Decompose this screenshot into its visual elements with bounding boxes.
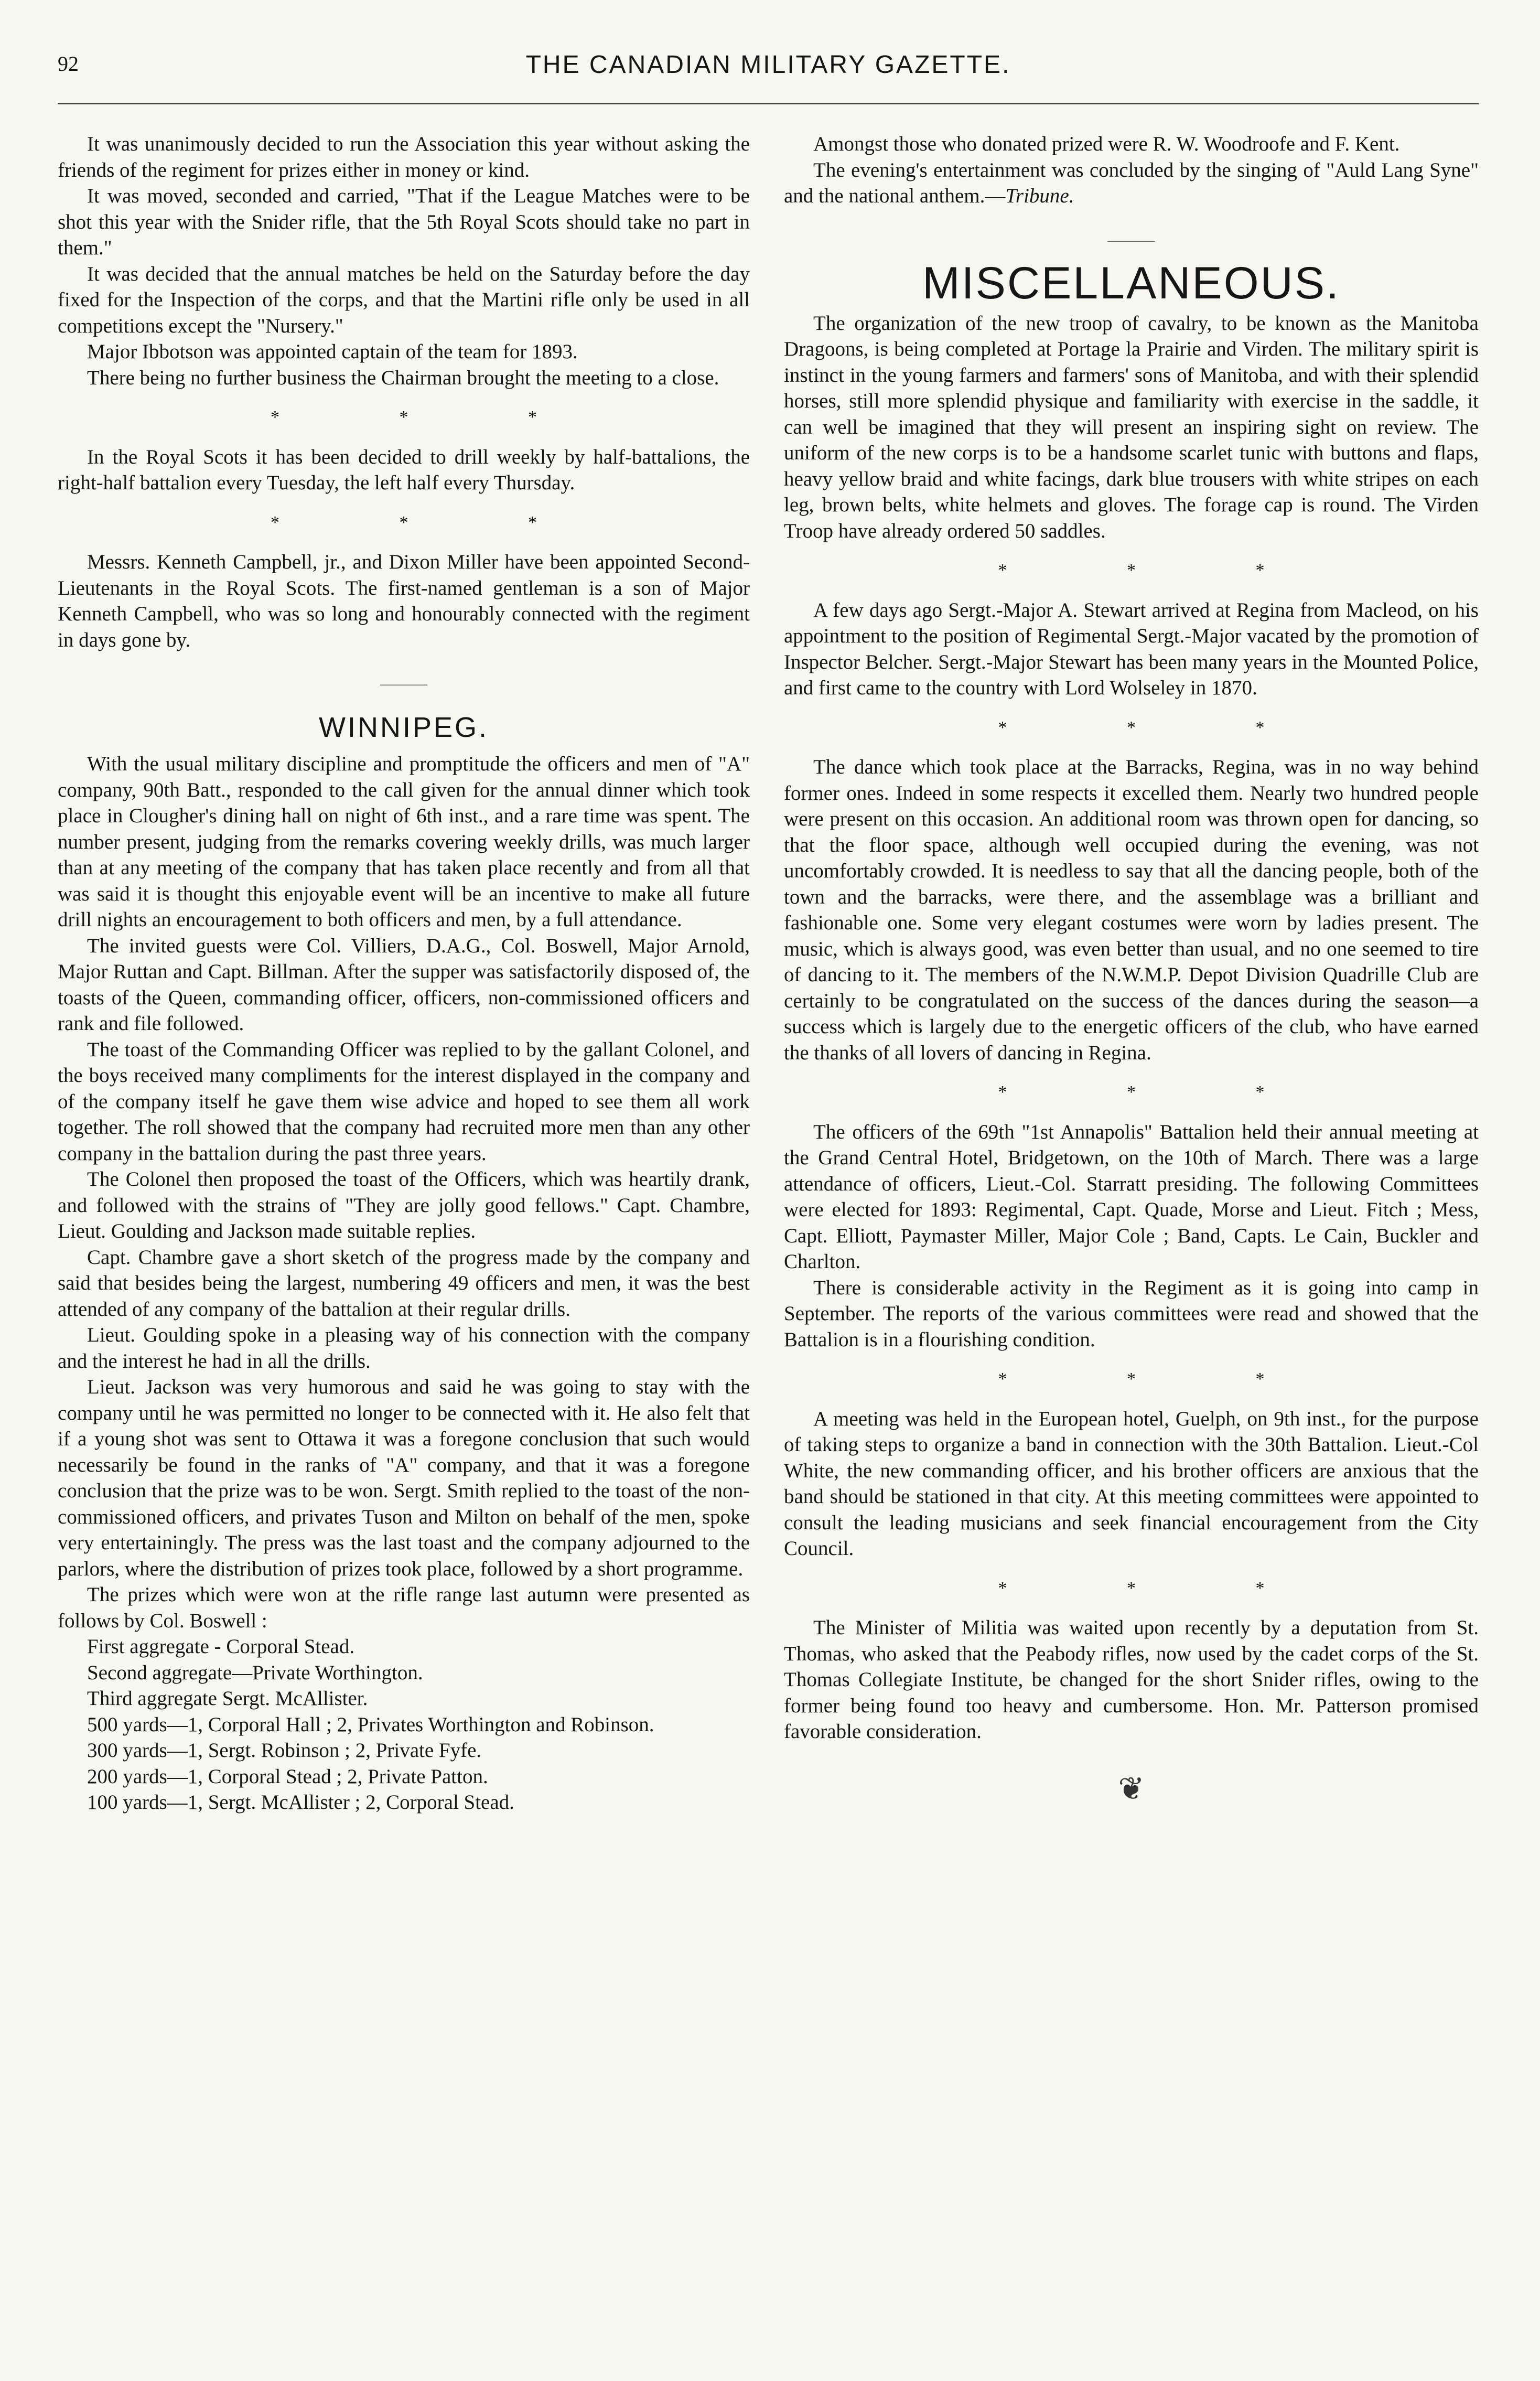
paragraph: It was unanimously decided to run the Association this year without asking the friends of the regiment for prizes either in money or kind.: [58, 133, 750, 181]
paragraph: There is considerable activity in the Regiment as it is going into camp in September. The reports of the various committees were read and showed that the Battalion is in a flourishing condition.: [784, 1276, 1479, 1351]
paragraph: Messrs. Kenneth Campbell, jr., and Dixon Miller have been appointed Second-Lieutenants in the Royal Scots. The first-named gentleman is a son of Major Kenneth Campbell, who was so long and honourably connected with the regiment in days gone by.: [58, 551, 750, 651]
prize-line: Third aggregate Sergt. McAllister.: [87, 1687, 368, 1710]
paragraph: The toast of the Commanding Officer was replied to by the gallant Colonel, and the boys received many compliments for the interest displayed in the company and of the company itself he gave them wise advice and hoped to see them all work together. The roll showed that the company had recruited more men than any other company in the battalion during the past three years.: [58, 1038, 750, 1165]
section-divider-stars: * * *: [998, 1082, 1322, 1102]
prize-line: 100 yards—1, Sergt. McAllister ; 2, Corporal Stead.: [87, 1791, 514, 1814]
page-number: 92: [58, 52, 79, 76]
paragraph: In the Royal Scots it has been decided to drill weekly by half-battalions, the right-half battalion every Tuesday, the left half every Thursday.: [58, 445, 750, 494]
paragraph: The officers of the 69th "1st Annapolis" Battalion held their annual meeting at the Grand Central Hotel, Bridgetown, on the 10th of March. There was a large attendance of officers, Lieut.-Col. Starratt presiding. The following Committees were elected for 1893: Regimental, Capt. Quade, Morse and Lieut. Fitch ; Mess, Capt. Elliott, Paymaster Miller, Major Cole ; Band, Capts. Le Cain, Buckler and Charlton.: [784, 1120, 1479, 1273]
paragraph: The Colonel then proposed the toast of the Officers, which was heartily drank, and followed with the strains of "They are jolly good fellows." Capt. Chambre, Lieut. Goulding and Jackson made suitable replies.: [58, 1168, 750, 1242]
paragraph: The invited guests were Col. Villiers, D.A.G., Col. Boswell, Major Arnold, Major Ruttan and Capt. Billman. After the supper was satisfactorily disposed of, the toasts of the Queen, commanding officer, officers, non-commissioned officers and rank and file followed.: [58, 934, 750, 1035]
prize-line: Second aggregate—Private Worthington.: [87, 1661, 423, 1684]
prize-line: First aggregate - Corporal Stead.: [87, 1635, 355, 1658]
prize-line: 200 yards—1, Corporal Stead ; 2, Private Patton.: [87, 1765, 488, 1788]
paragraph: Major Ibbotson was appointed captain of the team for 1893.: [87, 340, 578, 363]
gazette-title: THE CANADIAN MILITARY GAZETTE.: [525, 51, 1011, 79]
ornament-icon: ❦: [1118, 1771, 1145, 1806]
paragraph: Lieut. Jackson was very humorous and said he was going to stay with the company until he was permitted no longer to be connected with it. He also felt that if a young shot was sent to Ottawa it was a foregone conclusion that such would necessarily be found in the ranks of "A" company, and that it was a foregone conclusion that the prize was to be won. Sergt. Smith replied to the toast of the non-commissioned officers, and privates Tuson and Milton on behalf of the men, spoke very entertainingly. The press was the last toast and the company adjourned to the parlors, where the distribution of prizes took place, followed by a short programme.: [58, 1376, 750, 1580]
paragraph: The prizes which were won at the rifle range last autumn were presented as follows by Col. Boswell :: [58, 1583, 750, 1632]
section-divider-stars: * * *: [998, 1369, 1322, 1389]
paragraph: It was moved, seconded and carried, "That if the League Matches were to be shot this year with the Snider rifle, that the 5th Royal Scots should take no part in them.": [58, 185, 750, 259]
section-divider-stars: * * *: [271, 512, 595, 532]
paragraph: A meeting was held in the European hotel, Guelph, on 9th inst., for the purpose of taking steps to organize a band in connection with the 30th Battalion. Lieut.-Col White, the new commanding officer, and his brother officers are anxious that the band should be stationed in that city. At this meeting committees were appointed to consult the leading musicians and seek financial encouragement from the City Council.: [784, 1407, 1479, 1560]
section-divider-stars: * * *: [998, 1578, 1322, 1598]
section-divider-stars: * * *: [998, 717, 1322, 737]
paragraph: Amongst those who donated prized were R. W. Woodroofe and F. Kent.: [813, 133, 1400, 155]
paragraph: A few days ago Sergt.-Major A. Stewart arrived at Regina from Macleod, on his appointment to the position of Regimental Sergt.-Major vacated by the promotion of Inspector Belcher. Sergt.-Major Stewart has been many years in the Mounted Police, and first came to the country with Lord Wolseley in 1870.: [784, 598, 1479, 699]
section-divider-stars: * * *: [271, 407, 595, 427]
prize-line: 500 yards—1, Corporal Hall ; 2, Privates Worthington and Robinson.: [87, 1713, 654, 1736]
paragraph: [784, 157, 1479, 209]
source-credit: Tribune.: [1005, 185, 1074, 207]
right-column: [784, 131, 1479, 1806]
paragraph: Capt. Chambre gave a short sketch of the progress made by the company and said that besides being the largest, numbering 49 officers and men, it was the best attended of any company of the battalion at their regular drills.: [58, 1246, 750, 1321]
paragraph: With the usual military discipline and promptitude the officers and men of "A" company, 90th Batt., responded to the call given for the annual dinner which took place in Clougher's dining hall on night of 6th inst., and a rare time was spent. The number present, judging from the remarks covering weekly drills, was much larger than at any meeting of the company that has taken place recently and from all that was said it is thought this enjoyable event will be an incentive to make all future drill nights an encouragement to both officers and men, by a full attendance.: [58, 753, 750, 931]
paragraph: The Minister of Militia was waited upon recently by a deputation from St. Thomas, who asked that the Peabody rifles, now used by the cadet corps of the St. Thomas Collegiate Institute, be changed for the short Snider rifles, owing to the former being found too heavy and cumbersome. Hon. Mr. Patterson promised favorable consideration.: [784, 1616, 1479, 1743]
paragraph-text: The evening's entertainment was concluded by the singing of "Auld Lang Syne" and the national anthem.—: [784, 158, 1479, 207]
paragraph: Lieut. Goulding spoke in a pleasing way of his connection with the company and the interest he had in all the drills.: [58, 1324, 750, 1372]
section-divider-dash: ———: [1107, 231, 1155, 249]
paragraph: It was decided that the annual matches be held on the Saturday before the day fixed for the Inspection of the corps, and that the Martini rifle only be used in all competitions except the "Nursery.": [58, 262, 750, 337]
paragraph: There being no further business the Chairman brought the meeting to a close.: [87, 366, 719, 389]
page-header: [58, 41, 1479, 88]
section-divider-stars: * * *: [998, 561, 1322, 580]
prize-line: 300 yards—1, Sergt. Robinson ; 2, Private Fyfe.: [87, 1739, 482, 1762]
miscellaneous-heading: MISCELLANEOUS.: [922, 258, 1341, 308]
paragraph: The dance which took place at the Barracks, Regina, was in no way behind former ones. Indeed in some respects it excelled them. Nearly two hundred people were present on this occasion. An additional room was thrown open for dancing, so that the floor space, although well occupied during the evening, was not uncomfortably crowded. It is needless to say that all the dancing people, both of the town and the barracks, were there, and the assemblage was a brilliant and fashionable one. Some very elegant costumes were worn by ladies present. The music, which is always good, was even better than usual, and no one seemed to tire of dancing to it. The members of the N.W.M.P. Depot Division Quadrille Club are certainly to be congratulated on the success of the dances during the season—a success which is largely due to the energetic officers of the club, who have earned the thanks of all lovers of dancing in Regina.: [784, 756, 1479, 1064]
paragraph: The organization of the new troop of cavalry, to be known as the Manitoba Dragoons, is being completed at Portage la Prairie and Virden. The military spirit is instinct in the young farmers and farmers' sons of Manitoba, and with their splendid horses, still more splendid physique and familiarity with exercise in the saddle, it can well be imagined that they will present an inspiring sight on review. The uniform of the new corps is to be a handsome scarlet tunic with buttons and flaps, heavy yellow braid and white facings, dark blue trousers with white stripes on each leg, brown belts, white helmets and gloves. The forage cap is round. The Virden Troop have already ordered 50 saddles.: [784, 312, 1479, 542]
winnipeg-heading: WINNIPEG.: [318, 711, 489, 743]
header-rule: [58, 103, 1479, 104]
section-divider-dash: ———: [380, 675, 427, 692]
left-column: [58, 131, 750, 1816]
